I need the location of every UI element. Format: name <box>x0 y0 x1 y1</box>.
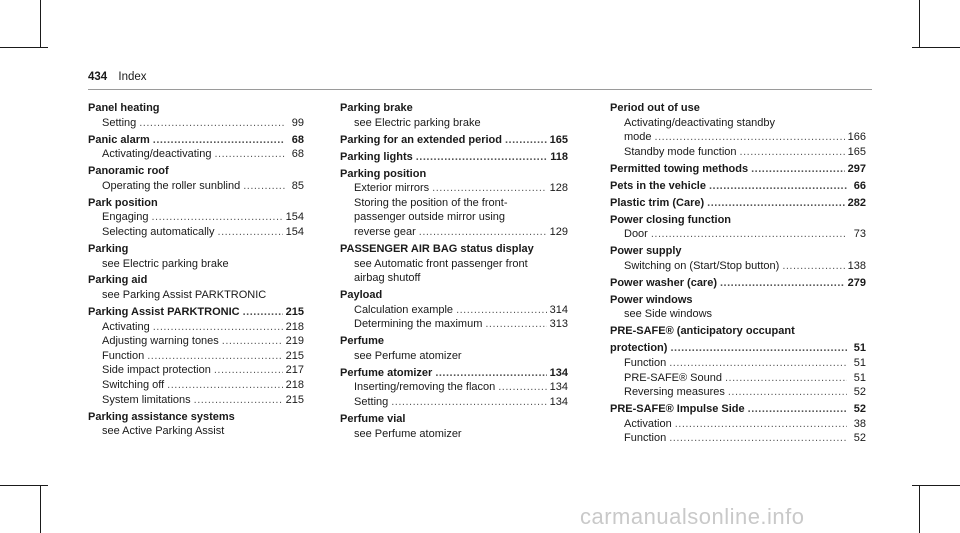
entry-spacer <box>610 446 866 448</box>
leader-dots <box>153 320 283 335</box>
leader-dots <box>725 371 847 386</box>
index-entry-title <box>88 273 304 288</box>
index-entry-title-text: PRE-SAFE® Impulse Side <box>610 403 745 416</box>
index-subentry <box>610 116 866 131</box>
leader-dots <box>670 341 847 356</box>
leader-dots <box>218 225 283 240</box>
leader-dots <box>740 145 845 160</box>
index-entry <box>340 101 568 130</box>
leader-dots <box>243 179 285 194</box>
leader-dots <box>153 133 285 148</box>
index-subentry-text: Activating/deactivating <box>102 148 212 161</box>
index-entry <box>88 273 304 302</box>
index-entry <box>610 324 866 339</box>
index-subentry-page[interactable]: 154 <box>285 211 304 224</box>
index-entry-title-text: Parking lights <box>340 150 413 163</box>
index-entry-title-page[interactable]: 282 <box>847 196 866 209</box>
index-subentry-text: see Active Parking Assist <box>102 425 225 438</box>
leader-dots <box>391 395 546 410</box>
index-entry <box>610 341 866 399</box>
index-subentry-text: see Electric parking brake <box>354 116 481 129</box>
index-entry-title <box>610 162 866 177</box>
index-subentry-page[interactable]: 134 <box>549 381 568 394</box>
index-subentry <box>88 116 304 131</box>
index-entry <box>340 366 568 410</box>
index-subentry-page[interactable]: 51 <box>853 357 866 370</box>
index-subentry <box>88 257 304 272</box>
index-subentry-page[interactable]: 68 <box>291 148 304 161</box>
index-subentry <box>340 210 568 225</box>
index-entry <box>340 242 568 286</box>
index-entry-title <box>88 242 304 257</box>
index-subentry <box>610 356 866 371</box>
index-subentry <box>88 225 304 240</box>
index-entry-title-text: Pets in the vehicle <box>610 179 706 192</box>
index-entry-title <box>88 196 304 211</box>
crop-mark-top-left-h <box>0 47 48 48</box>
leader-dots <box>222 334 283 349</box>
index-subentry <box>88 393 304 408</box>
crop-mark-bottom-left-h <box>0 485 48 486</box>
index-subentry-page[interactable]: 134 <box>549 396 568 409</box>
index-subentry-page[interactable]: 314 <box>549 303 568 316</box>
leader-dots <box>707 196 844 211</box>
index-subentry <box>340 395 568 410</box>
index-subentry-text: Switching off <box>102 379 165 392</box>
index-entry-title <box>610 179 866 194</box>
index-entry-title <box>340 167 568 182</box>
leader-dots <box>214 147 285 162</box>
index-subentry-page[interactable]: 215 <box>285 349 304 362</box>
index-subentry-page[interactable]: 129 <box>549 225 568 238</box>
index-entry <box>88 196 304 240</box>
index-entry-title-text: Parking <box>88 242 129 255</box>
index-subentry-page[interactable]: 85 <box>291 179 304 192</box>
index-subentry-text: Setting <box>102 116 137 129</box>
index-entry <box>610 402 866 446</box>
leader-dots <box>147 349 282 364</box>
entry-spacer <box>340 441 568 443</box>
index-entry-title <box>88 133 304 148</box>
index-entry-title-text: Period out of use <box>610 102 700 114</box>
index-entry-title-text: Power supply <box>610 245 682 258</box>
entry-spacer <box>88 439 304 441</box>
index-subentry-text: Operating the roller sunblind <box>102 179 241 192</box>
index-entry-title-text: Power windows <box>610 293 693 306</box>
index-subentry <box>88 363 304 378</box>
index-subentry <box>88 349 304 364</box>
index-entry-title <box>610 341 866 356</box>
index-subentry <box>340 116 568 131</box>
index-entry-title-page[interactable]: 165 <box>549 133 568 146</box>
leader-dots <box>669 356 847 371</box>
index-entry-title-page[interactable]: 52 <box>853 403 866 416</box>
index-subentry-page[interactable]: 99 <box>291 116 304 129</box>
index-subentry-text: System limitations <box>102 393 191 406</box>
leader-dots <box>432 181 546 196</box>
index-entry-title-text: Perfume <box>340 335 385 348</box>
index-subentry <box>610 259 866 274</box>
index-entry-title-text: Parking Assist PARKTRONIC <box>88 306 240 319</box>
index-subentry-text: Function <box>624 357 667 370</box>
crop-mark-bottom-left-v <box>40 485 41 533</box>
index-subentry-text: Door <box>624 228 648 241</box>
leader-dots <box>655 130 845 145</box>
index-subentry-text: see Automatic front passenger front <box>354 257 528 270</box>
index-subentry <box>610 307 866 322</box>
index-entry <box>610 196 866 211</box>
index-entry <box>88 242 304 271</box>
index-entry-title <box>88 410 304 425</box>
index-subentry <box>88 288 304 303</box>
index-entry-title <box>340 334 568 349</box>
index-subentry <box>88 334 304 349</box>
index-entry-title <box>340 288 568 303</box>
index-entry-title-page[interactable]: 134 <box>549 366 568 379</box>
index-entry-title-text: Parking aid <box>88 274 148 287</box>
index-subentry <box>340 196 568 211</box>
index-entry-title <box>88 305 304 320</box>
index-subentry-page[interactable]: 38 <box>853 417 866 430</box>
index-subentry-text: Inserting/removing the flacon <box>354 381 496 394</box>
index-entry <box>610 101 866 159</box>
index-entry <box>88 101 304 130</box>
leader-dots <box>709 179 847 194</box>
index-entry-title <box>610 276 866 291</box>
index-subentry-text: see Perfume atomizer <box>354 349 462 362</box>
crop-mark-top-right-h <box>912 47 960 48</box>
index-entry-title-text: Payload <box>340 289 383 302</box>
index-entry-title <box>610 244 866 259</box>
index-subentry-text: Switching on (Start/Stop button) <box>624 259 780 272</box>
index-entry-title-page[interactable]: 68 <box>291 133 304 146</box>
index-subentry-page[interactable]: 154 <box>285 225 304 238</box>
index-subentry <box>610 417 866 432</box>
index-subentry <box>340 317 568 332</box>
index-entry-title-page[interactable]: 279 <box>847 276 866 289</box>
index-subentry-text: Function <box>102 349 145 362</box>
index-entry-title <box>610 402 866 417</box>
crop-mark-top-left-v <box>40 0 41 48</box>
index-subentry <box>340 257 568 272</box>
index-subentry-text: see Perfume atomizer <box>354 427 462 440</box>
leader-dots <box>782 259 844 274</box>
leader-dots <box>669 431 847 446</box>
leader-dots <box>139 116 285 131</box>
index-entry-title <box>610 293 866 308</box>
index-subentry-page[interactable]: 166 <box>847 131 866 144</box>
leader-dots <box>505 133 547 148</box>
index-subentry-text: airbag shutoff <box>354 272 421 285</box>
index-subentry-text: Storing the position of the front- <box>354 196 508 209</box>
index-column-2 <box>340 101 568 444</box>
index-entry-title-text: Permitted towing methods <box>610 162 749 175</box>
index-subentry-page[interactable]: 138 <box>847 259 866 272</box>
index-subentry-page[interactable]: 217 <box>285 364 304 377</box>
index-subentry <box>340 181 568 196</box>
index-subentry <box>88 424 304 439</box>
index-subentry <box>610 385 866 400</box>
index-subentry <box>610 130 866 145</box>
index-subentry <box>340 380 568 395</box>
index-subentry-text: see Parking Assist PARKTRONIC <box>102 289 267 302</box>
leader-dots <box>419 225 547 240</box>
crop-mark-bottom-right-v <box>919 485 920 533</box>
index-entry-title-text: Power washer (care) <box>610 276 717 289</box>
leader-dots <box>485 317 546 332</box>
index-subentry-page[interactable]: 219 <box>285 335 304 348</box>
index-subentry-page[interactable]: 165 <box>847 145 866 158</box>
leader-dots <box>214 363 283 378</box>
index-subentry <box>88 378 304 393</box>
index-subentry-text: mode <box>624 131 652 144</box>
leader-dots <box>720 276 845 291</box>
header-rule <box>88 89 872 90</box>
index-entry-title-text: protection) <box>610 342 668 355</box>
leader-dots <box>152 210 283 225</box>
index-entry-title-text: Perfume atomizer <box>340 366 433 379</box>
index-subentry <box>88 210 304 225</box>
index-entry-title <box>340 133 568 148</box>
index-entry-title-text: Power closing function <box>610 213 732 226</box>
index-entry-title <box>340 366 568 381</box>
index-subentry-text: see Electric parking brake <box>102 257 229 270</box>
index-subentry-text: Adjusting warning tones <box>102 335 219 348</box>
index-subentry-page[interactable]: 51 <box>853 371 866 384</box>
index-subentry <box>340 427 568 442</box>
index-subentry-text: Setting <box>354 396 389 409</box>
index-entry-title <box>88 101 304 116</box>
index-entry <box>340 412 568 441</box>
watermark: carmanualsonline.info <box>580 504 805 529</box>
index-entry-title <box>340 101 568 116</box>
leader-dots <box>416 150 548 165</box>
index-entry <box>610 162 866 177</box>
index-entry-title-text: Panel heating <box>88 102 160 114</box>
index-entry <box>610 244 866 273</box>
index-entry-title <box>610 324 866 339</box>
index-subentry-text: Activating/deactivating standby <box>624 116 776 129</box>
index-subentry-page[interactable]: 52 <box>853 386 866 399</box>
index-subentry-page[interactable]: 218 <box>285 320 304 333</box>
index-entry-title-text: Panoramic roof <box>88 165 169 178</box>
index-subentry-text: passenger outside mirror using <box>354 211 506 224</box>
index-subentry-text: Side impact protection <box>102 364 211 377</box>
index-subentry-text: Standby mode function <box>624 145 737 158</box>
index-entry <box>610 276 866 291</box>
index-subentry <box>610 431 866 446</box>
index-subentry <box>88 179 304 194</box>
index-subentry-text: Exterior mirrors <box>354 182 430 195</box>
index-subentry-text: Activation <box>624 417 672 430</box>
leader-dots <box>748 402 847 417</box>
index-subentry-page[interactable]: 52 <box>853 432 866 445</box>
index-subentry-page[interactable]: 73 <box>853 228 866 241</box>
index-entry <box>88 305 304 407</box>
index-entry-title <box>340 150 568 165</box>
index-subentry <box>88 320 304 335</box>
index-subentry-page[interactable]: 215 <box>285 393 304 406</box>
leader-dots <box>498 380 546 395</box>
index-subentry <box>610 371 866 386</box>
leader-dots <box>728 385 847 400</box>
index-entry-title-text: Parking position <box>340 167 427 180</box>
index-subentry <box>340 225 568 240</box>
index-entry <box>88 133 304 162</box>
section-title: Index <box>118 71 147 83</box>
index-subentry <box>340 303 568 318</box>
index-entry <box>340 288 568 332</box>
index-subentry-text: Calculation example <box>354 303 454 316</box>
index-entry-title <box>88 164 304 179</box>
index-entry <box>88 164 304 193</box>
index-entry-title-text: Park position <box>88 196 158 209</box>
index-entry-title-text: PRE-SAFE® (anticipatory occupant <box>610 325 795 338</box>
leader-dots <box>194 393 283 408</box>
leader-dots <box>651 227 847 242</box>
index-subentry-page[interactable]: 313 <box>549 318 568 331</box>
index-subentry-text: Activating <box>102 320 150 333</box>
index-entry-title-text: PASSENGER AIR BAG status display <box>340 242 534 255</box>
crop-mark-top-right-v <box>919 0 920 48</box>
index-subentry <box>340 349 568 364</box>
index-subentry-text: Selecting automatically <box>102 225 215 238</box>
index-entry-title <box>340 412 568 427</box>
index-entry <box>610 213 866 242</box>
leader-dots <box>675 417 847 432</box>
index-entry <box>610 293 866 322</box>
index-entry-title-text: Parking assistance systems <box>88 410 235 423</box>
index-entry-title-page[interactable]: 215 <box>285 306 304 319</box>
index-entry <box>88 410 304 439</box>
index-entry <box>340 334 568 363</box>
index-entry <box>340 133 568 148</box>
index-subentry-page[interactable]: 218 <box>285 379 304 392</box>
index-entry-title-page[interactable]: 297 <box>847 162 866 175</box>
index-entry <box>610 179 866 194</box>
index-subentry-text: Reversing measures <box>624 386 725 399</box>
leader-dots <box>167 378 282 393</box>
index-entry-title-text: Plastic trim (Care) <box>610 196 705 209</box>
index-entry-title <box>340 242 568 257</box>
leader-dots <box>243 305 283 320</box>
index-entry-title-page[interactable]: 66 <box>853 179 866 192</box>
index-subentry-text: Determining the maximum <box>354 318 483 331</box>
index-subentry-text: reverse gear <box>354 225 416 238</box>
index-entry-title-page[interactable]: 118 <box>550 150 568 163</box>
leader-dots <box>751 162 845 177</box>
index-subentry <box>88 147 304 162</box>
index-subentry-text: PRE-SAFE® Sound <box>624 371 722 384</box>
index-subentry-page[interactable]: 128 <box>549 182 568 195</box>
page-header <box>88 71 147 83</box>
index-entry <box>340 150 568 165</box>
index-entry-title-page[interactable]: 51 <box>853 342 866 355</box>
index-column-1 <box>88 101 304 441</box>
index-entry-title-text: Parking brake <box>340 102 413 114</box>
index-entry <box>340 167 568 240</box>
leader-dots <box>456 303 547 318</box>
index-subentry <box>340 271 568 286</box>
index-subentry-text: Function <box>624 432 667 445</box>
index-entry-title-text: Panic alarm <box>88 133 150 146</box>
crop-mark-bottom-right-h <box>912 485 960 486</box>
index-entry-title <box>610 101 866 116</box>
index-subentry-text: see Side windows <box>624 308 713 321</box>
index-entry-title <box>610 213 866 228</box>
index-entry-title <box>610 196 866 211</box>
index-entry-title-text: Parking for an extended period <box>340 133 502 146</box>
index-entry-title-text: Perfume vial <box>340 413 406 425</box>
leader-dots <box>435 366 546 381</box>
index-subentry-text: Engaging <box>102 211 149 224</box>
index-subentry <box>610 227 866 242</box>
index-subentry <box>610 145 866 160</box>
index-column-3 <box>610 101 866 448</box>
page-number: 434 <box>88 71 108 83</box>
